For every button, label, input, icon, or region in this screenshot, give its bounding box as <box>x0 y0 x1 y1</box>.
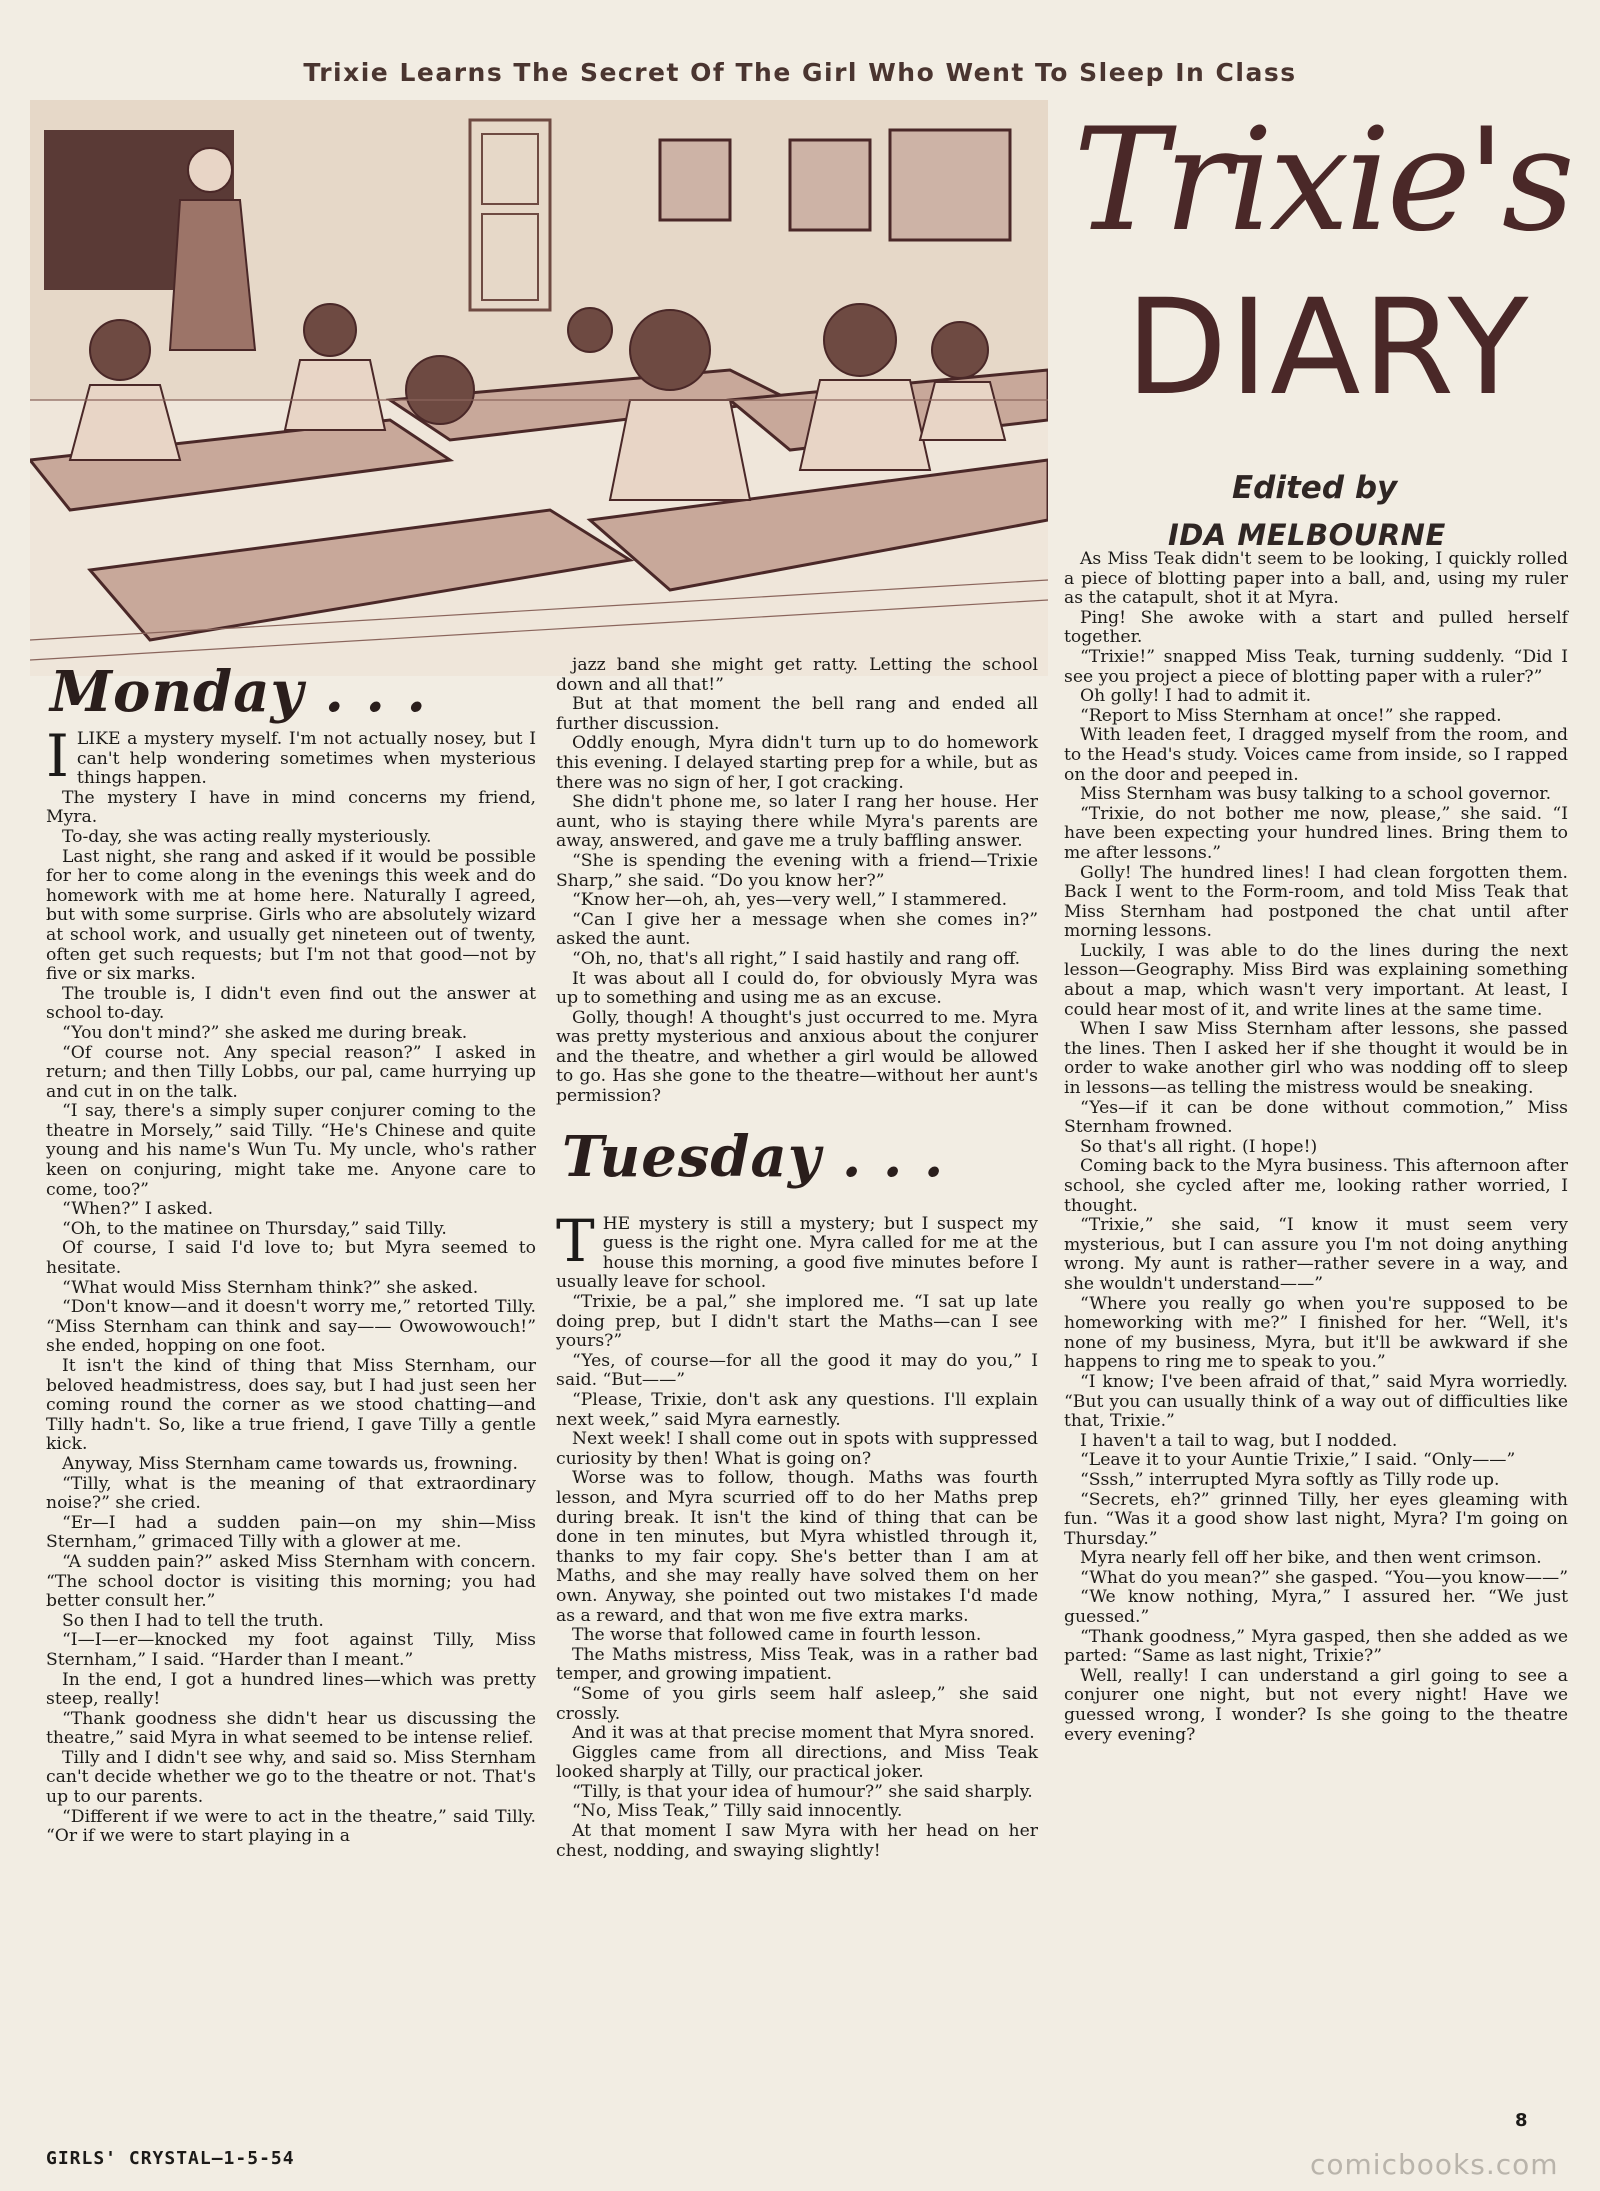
paragraph: “You don't mind?” she asked me during break. <box>62 1022 468 1043</box>
paragraph: “Know her—oh, ah, yes—very well,” I stammered. <box>572 890 1008 911</box>
paragraph: “Oh, no, that's all right,” I said hastily and rang off. <box>572 948 1021 969</box>
paragraph: “Leave it to your Auntie Trixie,” I said. “Only——” <box>1080 1450 1516 1471</box>
paragraph: To-day, she was acting really mysteriously. <box>62 826 432 847</box>
edited-by: Edited by <box>1232 470 1398 506</box>
title-diary: DIARY <box>1125 271 1531 425</box>
paragraph: “Don't know—and it doesn't worry me,” retorted Tilly. “Miss Sternham can think and say—— Owowowouch!” she ended, hopping on one foot. <box>46 1297 536 1357</box>
paragraph: She didn't phone me, so later I rang her house. Her aunt, who is staying there while Myra's parents are away, answered, and gave me a truly baffling answer. <box>556 792 1038 852</box>
paragraph: “We know nothing, Myra,” I assured her. “We just guessed.” <box>1064 1587 1568 1628</box>
paragraph: “When?” I asked. <box>62 1199 214 1220</box>
paragraph: “Oh, to the matinee on Thursday,” said Tilly. <box>62 1218 447 1239</box>
paragraph: So that's all right. (I hope!) <box>1080 1136 1318 1157</box>
paragraph: “Can I give her a message when she comes in?” asked the aunt. <box>556 909 1038 950</box>
paragraph: Golly, though! A thought's just occurred to me. Myra was pretty mysterious and anxious about the conjurer and the theatre, and whether a girl would be allowed to go. Has she gone to the theatre—without her aunt's permission? <box>556 1007 1038 1107</box>
paragraph: “What would Miss Sternham think?” she asked. <box>62 1277 479 1298</box>
paragraph: It was about all I could do, for obviously Myra was up to something and using me as an excuse. <box>556 968 1038 1009</box>
paragraph: Last night, she rang and asked if it would be possible for her to come along in the evenings this week and do homework with me at home here. Naturally I agreed, but with some surprise. Girls who are absolutely wizard at school work, and usually get nineteen out of twenty, often get such requests; but I'm not that good—not by five or six marks. <box>46 846 536 985</box>
paragraph: But at that moment the bell rang and ended all further discussion. <box>556 694 1038 734</box>
watermark: comicbooks.com <box>1310 2148 1559 2181</box>
paragraph: Miss Sternham was busy talking to a school governor. <box>1080 784 1552 805</box>
monday-heading: Monday . . . <box>50 659 428 725</box>
paragraph <box>46 722 536 790</box>
paragraph: Next week! I shall come out in spots with suppressed curiosity by then! What is going on? <box>556 1429 1038 1469</box>
paragraph: “Report to Miss Sternham at once!” she rapped. <box>1080 705 1502 726</box>
paragraph: When I saw Miss Sternham after lessons, she passed the lines. Then I asked her if she thought it would be in order to wake another girl who was nodding off to sleep in lessons—as telling the mistress would be sneaking. <box>1064 1019 1568 1099</box>
paragraph: So then I had to tell the truth. <box>62 1610 324 1631</box>
paragraph: Of course, I said I'd love to; but Myra seemed to hesitate. <box>46 1238 536 1279</box>
paragraph: “Tilly, is that your idea of humour?” she said sharply. <box>572 1781 1033 1802</box>
paragraph: “Of course not. Any special reason?” I asked in return; and then Tilly Lobbs, our pal, came hurrying up and cut in on the talk. <box>46 1042 536 1102</box>
paragraph: Well, really! I can understand a girl going to see a conjurer one night, but not every night! Have we guessed wrong, I wonder? Is she going to the theatre every evening? <box>1064 1665 1568 1745</box>
paragraph: “I say, there's a simply super conjurer coming to the theatre in Morsely,” said Tilly. “He's Chinese and quite young and his name's Wun Tu. My uncle, who's rather keen on conjuring, might take me. Anyone care to come, too?” <box>46 1101 536 1200</box>
page-number: 8 <box>1515 2110 1528 2131</box>
paragraph: “She is spending the evening with a friend—Trixie Sharp,” she said. “Do you know her?” <box>556 850 1038 891</box>
paragraph: “Trixie,” she said, “I know it must seem very mysterious, but I can assure you I'm not doing anything wrong. My aunt is rather—rather severe in a way, and she wouldn't understand——” <box>1064 1215 1568 1294</box>
paragraph: “Secrets, eh?” grinned Tilly, her eyes gleaming with fun. “Was it a good show last night, Myra? I'm going on Thursday.” <box>1064 1489 1568 1549</box>
paragraph: “I know; I've been afraid of that,” said Myra worriedly. “But you can usually think of a way out of difficulties like that, Trixie.” <box>1064 1371 1568 1432</box>
paragraph: “Some of you girls seem half asleep,” she said crossly. <box>556 1683 1038 1724</box>
paragraph: “Er—I had a sudden pain—on my shin—Miss Sternham,” grimaced Tilly with a glower at me. <box>46 1512 536 1553</box>
column-monday <box>46 659 536 1847</box>
paragraph: Luckily, I was able to do the lines during the next lesson—Geography. Miss Bird was explaining something about a map, which wasn't very important. At least, I could hear most of it, and write lines at the same time. <box>1064 940 1568 1020</box>
paragraph: “Different if we were to act in the theatre,” said Tilly. “Or if we were to start playing in a <box>46 1806 536 1847</box>
paragraph: Tilly and I didn't see why, and said so. Miss Sternham can't decide whether we go to the theatre or not. That's up to our parents. <box>46 1747 536 1808</box>
paragraph: The Maths mistress, Miss Teak, was in a rather bad temper, and growing impatient. <box>556 1644 1038 1685</box>
paragraph: “What do you mean?” she gasped. “You—you know——” <box>1080 1567 1568 1588</box>
paragraph: Giggles came from all directions, and Miss Teak looked sharply at Tilly, our practical joker. <box>556 1742 1038 1783</box>
paragraph: “Thank goodness,” Myra gasped, then she added as we parted: “Same as last night, Trixie?” <box>1064 1626 1568 1667</box>
paragraph: “A sudden pain?” asked Miss Sternham with concern. “The school doctor is visiting this morning; you had better consult her.” <box>46 1551 536 1612</box>
paragraph: And it was at that precise moment that Myra snored. <box>572 1723 1035 1744</box>
story-header: Trixie Learns The Secret Of The Girl Who Went To Sleep In Class <box>303 58 1297 87</box>
paragraph: The mystery I have in mind concerns my friend, Myra. <box>46 787 536 828</box>
paragraph: Coming back to the Myra business. This afternoon after school, she cycled after me, looking rather worried, I thought. <box>1064 1156 1568 1216</box>
paragraph: The trouble is, I didn't even find out the answer at school to-day. <box>46 983 536 1024</box>
paragraph: Anyway, Miss Sternham came towards us, frowning. <box>62 1453 518 1474</box>
tuesday-heading: Tuesday . . . <box>562 1123 945 1190</box>
paragraph: “Trixie!” snapped Miss Teak, turning suddenly. “Did I see you project a piece of blotting paper with a ruler?” <box>1064 646 1568 687</box>
paragraph: Worse was to follow, though. Maths was fourth lesson, and Myra scurried off to do her Maths prep during break. It isn't the kind of thing that can be done in ten minutes, but Myra whistled through it, thanks to my fair copy. She's better than I am at Maths, and she may really have solved them on her own. Anyway, she pointed out two mistakes I'd made as a reward, and that won me five extra marks. <box>556 1468 1038 1626</box>
column-middle <box>556 656 1038 1861</box>
drop-cap: I <box>46 722 69 790</box>
issue-footer: GIRLS' CRYSTAL—1-5-54 <box>46 2148 295 2169</box>
paragraph: Oddly enough, Myra didn't turn up to do homework this evening. I delayed starting prep for a while, but as there was no sign of her, I got cracking. <box>556 733 1038 793</box>
paragraph: “Where you really go when you're supposed to be homeworking with me?” I finished for her. “Well, it's none of my business, Myra, but it'll be awkward if she happens to ring me to speak to you.” <box>1064 1293 1568 1373</box>
column-right <box>1064 550 1568 1745</box>
drop-cap: T <box>556 1206 595 1275</box>
paragraph-text: HE mystery is still a mystery; but I suspect my guess is the right one. Myra called for me at the house this morning, a good five minutes before I usually leave for school. <box>556 1213 1038 1293</box>
paragraph: “Please, Trixie, don't ask any questions. I'll explain next week,” said Myra earnestly. <box>556 1390 1038 1430</box>
paragraph: Oh golly! I had to admit it. <box>1080 686 1312 707</box>
paragraph: “Tilly, what is the meaning of that extraordinary noise?” she cried. <box>46 1473 536 1514</box>
title-script: Trixie's <box>1073 98 1571 263</box>
paragraph: “Yes—if it can be done without commotion,” Miss Sternham frowned. <box>1064 1097 1568 1138</box>
paragraph: At that moment I saw Myra with her head on her chest, nodding, and swaying slightly! <box>556 1821 1038 1861</box>
paragraph: “No, Miss Teak,” Tilly said innocently. <box>572 1801 903 1822</box>
paragraph: As Miss Teak didn't seem to be looking, I quickly rolled a piece of blotting paper into a ball, and, using my ruler as the catapult, shot it at Myra. <box>1064 549 1568 609</box>
paragraph <box>556 1206 1038 1293</box>
paragraph: It isn't the kind of thing that Miss Sternham, our beloved headmistress, does say, but I had just seen her coming round the corner as we stood chatting—and Tilly hadn't. So, like a true friend, I gave Tilly a gentle kick. <box>46 1356 536 1455</box>
paragraph: I haven't a tail to wag, but I nodded. <box>1080 1430 1398 1451</box>
classroom-illustration <box>30 100 1048 676</box>
editor-name: IDA MELBOURNE <box>1168 518 1446 552</box>
paragraph: Ping! She awoke with a start and pulled herself together. <box>1064 607 1568 648</box>
paragraph: “Yes, of course—for all the good it may do you,” I said. “But——” <box>556 1350 1038 1391</box>
paragraph-text: LIKE a mystery myself. I'm not actually nosey, but I can't help wondering sometimes when mysterious things happen. <box>76 729 536 789</box>
paragraph: jazz band she might get ratty. Letting the school down and all that!” <box>556 655 1038 695</box>
paragraph: “Trixie, do not bother me now, please,” she said. “I have been expecting your hundred lines. Bring them to me after lessons.” <box>1064 803 1568 863</box>
paragraph: Myra nearly fell off her bike, and then went crimson. <box>1080 1548 1542 1569</box>
paragraph: The worse that followed came in fourth lesson. <box>572 1625 982 1646</box>
paragraph: Golly! The hundred lines! I had clean forgotten them. Back I went to the Form-room, and told Miss Teak that Miss Sternham had postponed the chat until after morning lessons. <box>1064 862 1568 942</box>
paragraph: In the end, I got a hundred lines—which was pretty steep, really! <box>46 1669 536 1710</box>
paragraph: “Trixie, be a pal,” she implored me. “I sat up late doing prep, but I didn't start the Maths—can I see yours?” <box>556 1292 1038 1352</box>
paragraph: With leaden feet, I dragged myself from the room, and to the Head's study. Voices came from inside, so I rapped on the door and peeped in. <box>1064 725 1568 785</box>
paragraph: “Sssh,” interrupted Myra softly as Tilly rode up. <box>1080 1469 1500 1490</box>
paragraph: “I—I—er—knocked my foot against Tilly, Miss Sternham,” I said. “Harder than I meant.” <box>46 1630 536 1670</box>
paragraph: “Thank goodness she didn't hear us discussing the theatre,” said Myra in what seemed to be intense relief. <box>46 1708 536 1749</box>
